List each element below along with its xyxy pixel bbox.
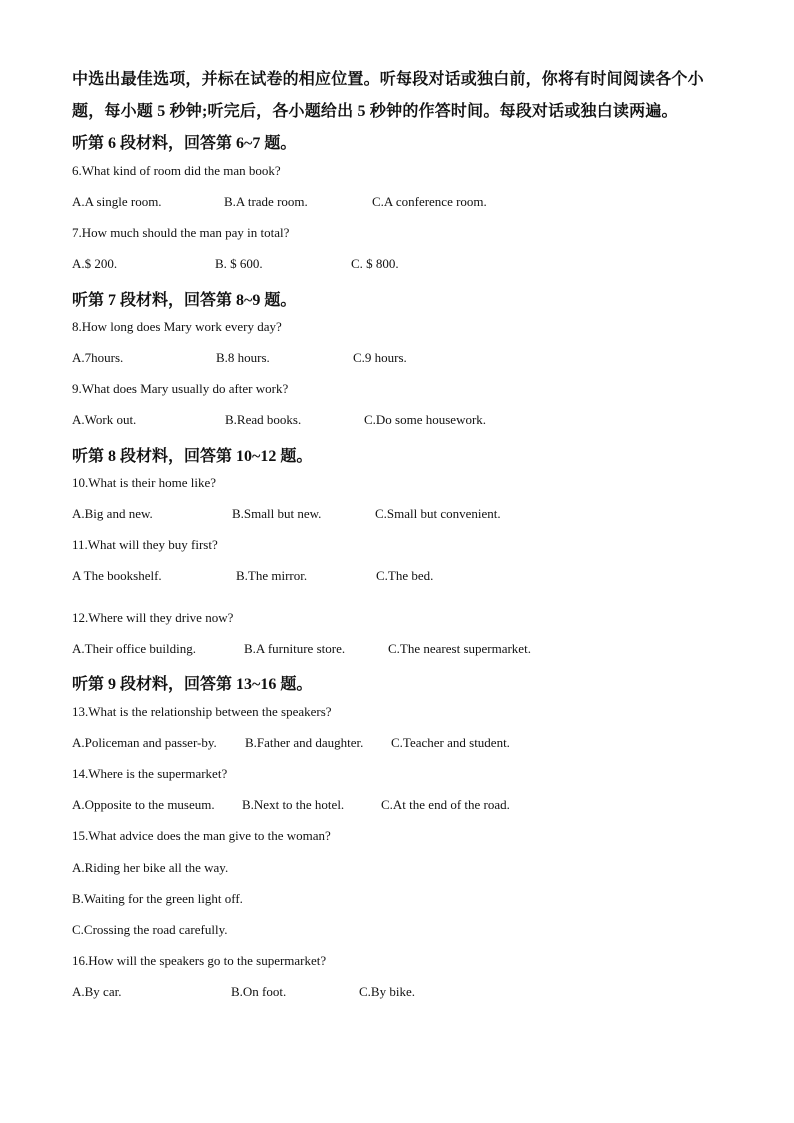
question-13-option-b: B.Father and daughter. — [245, 735, 364, 750]
question-14: 14.Where is the supermarket? — [72, 766, 228, 781]
section-9-heading: 听第 9 段材料，回答第 13~16 题。 — [72, 676, 313, 693]
question-9-option-a: A.Work out. — [72, 412, 137, 427]
question-8-option-c: C.9 hours. — [353, 350, 407, 365]
question-7-option-b: B. $ 600. — [215, 256, 263, 271]
question-9-option-c: C.Do some housework. — [364, 412, 487, 427]
question-10-option-b: B.Small but new. — [232, 506, 322, 521]
question-13-option-a: A.Policeman and passer-by. — [72, 735, 217, 750]
question-13-option-c: C.Teacher and student. — [391, 735, 510, 750]
question-11-option-b: B.The mirror. — [236, 568, 308, 583]
question-10-option-c: C.Small but convenient. — [375, 506, 501, 521]
question-10-option-a: A.Big and new. — [72, 506, 153, 521]
question-14-option-b: B.Next to the hotel. — [242, 797, 345, 812]
question-16-option-a: A.By car. — [72, 984, 122, 999]
question-8-option-b: B.8 hours. — [216, 350, 270, 365]
question-11-option-a: A The bookshelf. — [72, 568, 162, 583]
instructions-line-2: 题，每小题 5 秒钟;听完后，各小题给出 5 秒钟的作答时间。每段对话或独白读两遍。 — [72, 103, 678, 120]
question-13: 13.What is the relationship between the speakers? — [72, 704, 332, 719]
question-7-option-a: A.$ 200. — [72, 256, 118, 271]
question-12: 12.Where will they drive now? — [72, 610, 234, 625]
question-6-option-a: A.A single room. — [72, 194, 162, 209]
question-8: 8.How long does Mary work every day? — [72, 319, 282, 334]
question-15-option-b: B.Waiting for the green light off. — [72, 891, 243, 906]
question-7: 7.How much should the man pay in total? — [72, 225, 290, 240]
question-14-option-c: C.At the end of the road. — [381, 797, 510, 812]
question-12-option-a: A.Their office building. — [72, 641, 196, 656]
question-10: 10.What is their home like? — [72, 475, 217, 490]
instructions-line-1: 中选出最佳选项，并标在试卷的相应位置。听每段对话或独白前，你将有时间阅读各个小 — [72, 71, 704, 88]
question-6: 6.What kind of room did the man book? — [72, 163, 281, 178]
question-16-option-c: C.By bike. — [359, 984, 415, 999]
question-8-option-a: A.7hours. — [72, 350, 124, 365]
section-8-heading: 听第 8 段材料，回答第 10~12 题。 — [72, 448, 313, 465]
section-6-heading: 听第 6 段材料，回答第 6~7 题。 — [72, 135, 297, 152]
question-12-option-b: B.A furniture store. — [244, 641, 346, 656]
question-11: 11.What will they buy first? — [72, 537, 218, 552]
question-14-option-a: A.Opposite to the museum. — [72, 797, 215, 812]
question-6-option-b: B.A trade room. — [224, 194, 308, 209]
question-15-option-a: A.Riding her bike all the way. — [72, 860, 229, 875]
section-7-heading: 听第 7 段材料，回答第 8~9 题。 — [72, 292, 297, 309]
question-15-option-c: C.Crossing the road carefully. — [72, 922, 228, 937]
question-16-option-b: B.On foot. — [231, 984, 287, 999]
question-16: 16.How will the speakers go to the supermarket? — [72, 953, 327, 968]
question-9: 9.What does Mary usually do after work? — [72, 381, 289, 396]
question-12-option-c: C.The nearest supermarket. — [388, 641, 531, 656]
question-6-option-c: C.A conference room. — [372, 194, 487, 209]
question-15: 15.What advice does the man give to the woman? — [72, 828, 331, 843]
question-7-option-c: C. $ 800. — [351, 256, 399, 271]
question-11-option-c: C.The bed. — [376, 568, 434, 583]
question-9-option-b: B.Read books. — [225, 412, 302, 427]
